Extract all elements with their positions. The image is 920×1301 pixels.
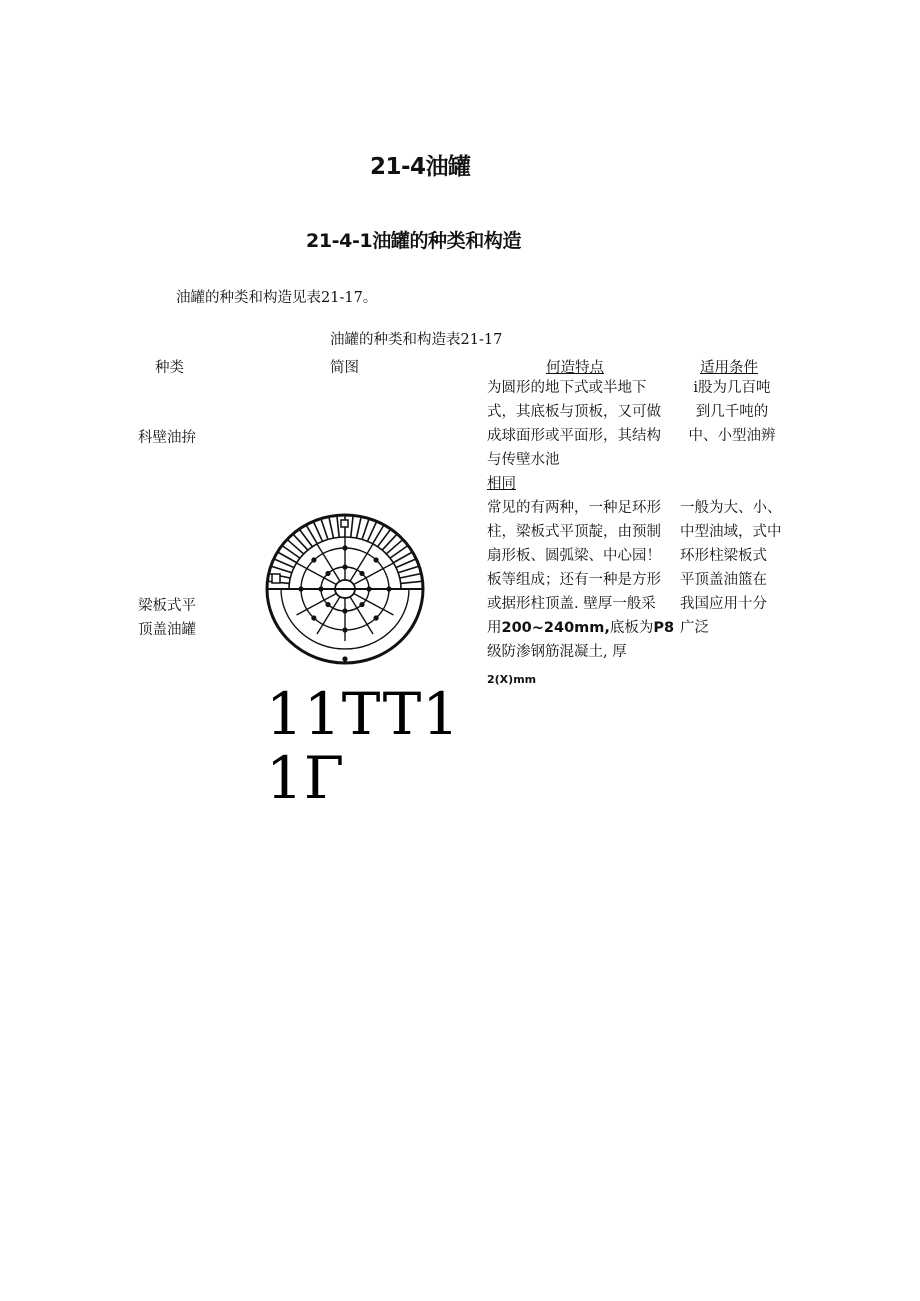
header-conditions: 适用条件 <box>700 360 758 376</box>
row2-feature-line: 扇形板、圆弧梁、中心园！ <box>487 548 661 564</box>
row1-condition-line: 到几千吨的 <box>695 404 769 420</box>
row2-condition-line: 广泛 <box>680 620 709 636</box>
column-dot <box>311 557 316 562</box>
column-dot <box>342 627 347 632</box>
row1-conditions <box>684 376 780 448</box>
row1-feature-line: 成球面形或平面形，其结构 <box>487 428 661 444</box>
column-dot <box>342 608 347 613</box>
column-dot <box>359 571 364 576</box>
column-dot <box>386 586 391 591</box>
row1-type <box>138 426 196 450</box>
row1-feature-line: 为圆形的地下式或半地下 <box>487 380 647 396</box>
row2-feature-line: 或据形柱顶盖. 壁厚一般采 <box>487 596 656 612</box>
column-dot <box>311 615 316 620</box>
row2-feature-line: 板等组成；还有一种是方形 <box>487 572 661 588</box>
row2-type-line: 梁板式平 <box>138 598 196 614</box>
column-dot <box>366 586 371 591</box>
column-dot <box>325 571 330 576</box>
intro-text: 油罐的种类和构造见表21-17。 <box>176 290 378 306</box>
garbled-text <box>266 682 460 810</box>
row2-condition-line: 我国应用十分 <box>680 596 767 612</box>
row2-feature-line: 柱，梁板式平顶靛，由预制 <box>487 524 661 540</box>
row2-feature-line-mixed <box>487 616 674 640</box>
subsection-title: 21-4-1油罐的种类和构造 <box>306 230 522 252</box>
row2-feature-bold: P8 <box>653 620 675 636</box>
column-dot <box>298 586 303 591</box>
row1-features <box>487 376 661 496</box>
column-dot <box>374 557 379 562</box>
garbled-line: 11TT1 <box>266 680 461 748</box>
row2-feature-bold: 200~240mm, <box>501 620 610 636</box>
header-features: 何造特点 <box>546 360 604 376</box>
row1-feature-line: 式，其底板与顶板，又可做 <box>487 404 661 420</box>
row2-feature-text: 底板为 <box>609 620 654 636</box>
column-dot <box>325 602 330 607</box>
row2-type <box>138 594 196 642</box>
row2-condition-line: 平顶盖油篮在 <box>680 572 767 588</box>
row1-condition-line: 中、小型油辨 <box>688 428 776 444</box>
row2-condition-line: 一般为大、小、 <box>680 500 782 516</box>
row2-feature-line: 常见的有两种，一种足环形 <box>487 500 661 516</box>
garbled-line: 1Γ <box>266 744 346 812</box>
column-dot <box>342 656 347 661</box>
tank-plan-diagram <box>262 512 432 672</box>
row2-condition-line: 环形柱梁板式 <box>680 548 767 564</box>
row1-feature-line: 与传壁水池 <box>487 452 560 468</box>
row2-type-line: 顶盖油罐 <box>138 622 196 638</box>
row2-feature-thickness: 2(X)mm <box>487 673 537 686</box>
row1-type-line: 科壁油拚 <box>138 430 196 446</box>
table-caption: 油罐的种类和构造表21-17 <box>330 332 503 348</box>
column-dot <box>318 586 323 591</box>
section-title: 21-4油罐 <box>370 154 471 180</box>
row2-feature-line: 级防渗钢筋混凝土, 厚 <box>487 644 627 660</box>
column-dot <box>359 602 364 607</box>
row1-feature-tail: 相同 <box>487 476 516 492</box>
row2-conditions <box>680 496 782 640</box>
header-type: 种类 <box>155 360 184 376</box>
column-dot <box>374 615 379 620</box>
row2-condition-line: 中型油域，式中 <box>680 524 782 540</box>
column-dot <box>342 545 347 550</box>
column-dot <box>342 564 347 569</box>
row1-condition-line: i股为几百吨 <box>693 380 771 396</box>
row2-feature-text: 用 <box>487 620 502 636</box>
row2-features <box>487 496 674 692</box>
header-diagram: 简图 <box>330 360 359 376</box>
